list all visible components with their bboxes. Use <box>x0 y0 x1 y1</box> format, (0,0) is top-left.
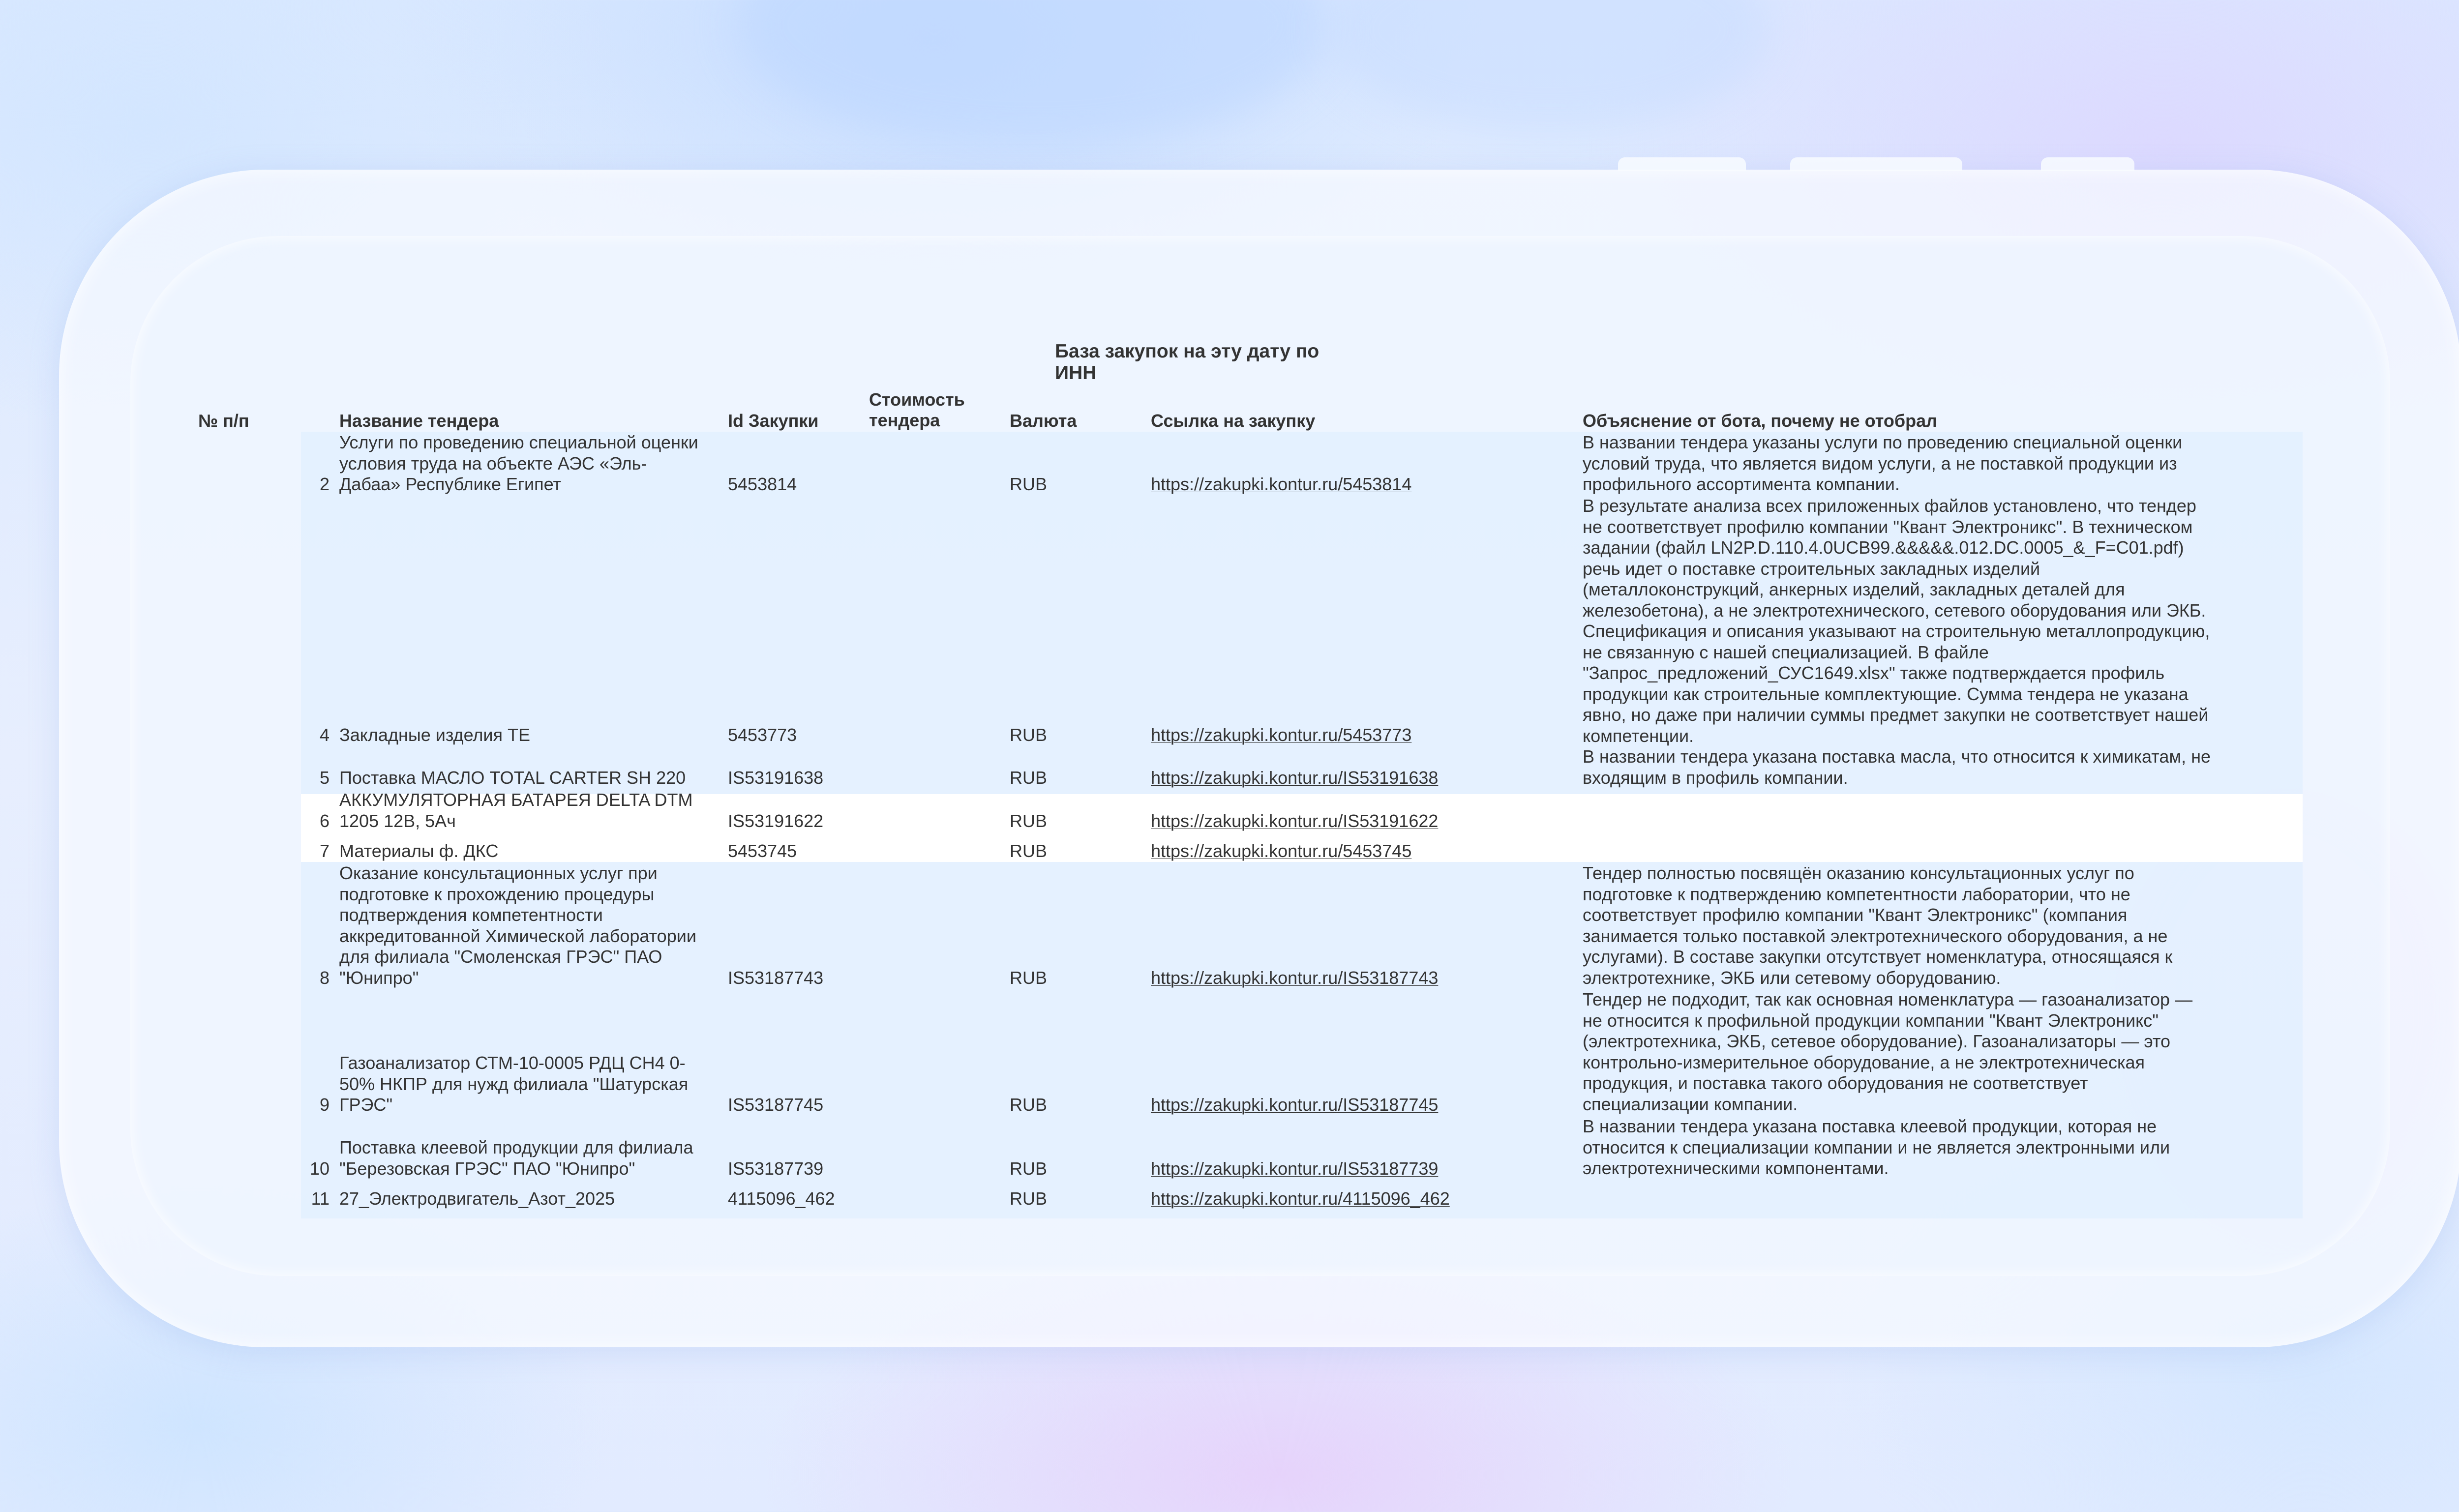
row-num: 9 <box>319 1095 330 1115</box>
tender-link[interactable]: https://zakupki.kontur.ru/4115096_462 <box>1151 1188 1450 1209</box>
row-num: 2 <box>319 474 330 494</box>
header-cost-line1: Стоимость <box>869 389 965 410</box>
tender-name: Поставка клеевой продукции для филиала "Березовская ГРЭС" ПАО "Юнипро" <box>339 1137 693 1179</box>
currency: RUB <box>1010 1158 1048 1179</box>
header-cost-line2: тендера <box>869 410 940 430</box>
currency: RUB <box>1010 968 1048 988</box>
row-num: 5 <box>319 768 330 788</box>
tender-id: IS53191622 <box>728 811 824 831</box>
currency: RUB <box>1010 1188 1048 1209</box>
tender-id: IS53187743 <box>728 968 824 988</box>
tender-link[interactable]: https://zakupki.kontur.ru/5453814 <box>1151 474 1412 494</box>
tender-name: Материалы ф. ДКС <box>339 841 499 861</box>
currency: RUB <box>1010 841 1048 861</box>
row-num: 10 <box>309 1158 330 1179</box>
header-num: № п/п <box>198 411 249 431</box>
tender-name: Закладные изделия ТЕ <box>339 725 531 745</box>
header-explanation: Объяснение от бота, почему не отобрал <box>1583 411 1938 431</box>
bot-explanation: В результате анализа всех приложенных файлов установлено, что тендер не соответствует профилю компании "Квант Электроникс". В техническом задании (файл LN2P.D.110.4.0UCB99.&&&&&.012.DC.0005_&_F=C01.pdf) речь идет о поставке строительных закладных изделий (металлоконструкций, анкерных изделий, закладных деталей для железобетона), а не электротехнического, сетевого оборудования или ЭКБ. Спецификация и описания указывают на строительную металлопродукцию, не связанную с нашей специализацией. В файле "Запрос_предложений_СУС1649.xlsx" также подтверждается профиль продукции как строительные комплектующие. Сумма тендера не указана явно, но даже при наличии суммы предмет закупки не соответствует нашей компетенции. <box>1583 496 2210 746</box>
header-link: Ссылка на закупку <box>1151 411 1316 431</box>
currency: RUB <box>1010 811 1048 831</box>
tender-name: Оказание консультационных услуг при подготовке к прохождению процедуры подтверждения компетентности аккредитованной Химической лаборатории для филиала "Смоленская ГРЭС" ПАО "Юнипро" <box>339 863 696 988</box>
page-title: База закупок на эту дату по ИНН <box>1055 341 1319 384</box>
tender-link[interactable]: https://zakupki.kontur.ru/5453745 <box>1151 841 1412 861</box>
bot-explanation: Тендер не подходит, так как основная номенклатура — газоанализатор — не относится к профильной продукции компании "Квант Электроникс" (электротехника, ЭКБ, сетевое оборудование). Газоанализаторы — это контрольно-измерительное оборудование, а не электротехническая продукция, и поставка такого оборудования не соответствует специализации компании. <box>1583 989 2193 1114</box>
bot-explanation: В названии тендера указана поставка масла, что относится к химикатам, не входящим в профиль компании. <box>1583 746 2211 788</box>
tender-name: 27_Электродвигатель_Азот_2025 <box>339 1188 615 1209</box>
tender-id: 5453745 <box>728 841 797 861</box>
tender-link[interactable]: https://zakupki.kontur.ru/IS53187745 <box>1151 1095 1439 1115</box>
tender-name: Газоанализатор СТМ-10-0005 РДЦ СН4 0- 50% НКПР для нужд филиала "Шатурская ГРЭС" <box>339 1053 689 1115</box>
tender-name: АККУМУЛЯТОРНАЯ БАТАРЕЯ DELTA DTM 1205 12В, 5Ач <box>339 790 693 831</box>
tender-id: 4115096_462 <box>728 1188 835 1209</box>
tender-link[interactable]: https://zakupki.kontur.ru/5453773 <box>1151 725 1412 745</box>
row-num: 8 <box>319 968 330 988</box>
currency: RUB <box>1010 1095 1048 1115</box>
tender-id: 5453814 <box>728 474 797 494</box>
row-num: 7 <box>319 841 330 861</box>
tender-link[interactable]: https://zakupki.kontur.ru/IS53187743 <box>1151 968 1439 988</box>
tender-link[interactable]: https://zakupki.kontur.ru/IS53191622 <box>1151 811 1439 831</box>
row-num: 6 <box>319 811 330 831</box>
header-currency: Валюта <box>1010 411 1077 431</box>
bot-explanation: В названии тендера указана поставка клеевой продукции, которая не относится к специализации компании и не является электронными или электротехническими компонентами. <box>1583 1116 2170 1178</box>
currency: RUB <box>1010 474 1048 494</box>
header-tender-name: Название тендера <box>339 411 499 431</box>
header-id: Id Закупки <box>728 411 819 431</box>
tender-id: IS53187745 <box>728 1095 824 1115</box>
tender-link[interactable]: https://zakupki.kontur.ru/IS53191638 <box>1151 768 1439 788</box>
tender-link[interactable]: https://zakupki.kontur.ru/IS53187739 <box>1151 1158 1439 1179</box>
bot-explanation: Тендер полностью посвящён оказанию консультационных услуг по подготовке к подтверждению компетентности лаборатории, что не соответствует профилю компании "Квант Электроникс" (компания занимается только поставкой электротехнического оборудования, а не услугами). В составе закупки отсутствует номенклатура, относящаяся к электротехнике, ЭКБ или сетевому оборудованию. <box>1583 863 2173 988</box>
tender-name: Услуги по проведению специальной оценки условия труда на объекте АЭС «Эль- Дабаа» Республике Египет <box>339 432 698 494</box>
currency: RUB <box>1010 725 1048 745</box>
bot-explanation: В названии тендера указаны услуги по проведению специальной оценки условий труда, что является видом услуги, а не поставкой продукции из профильного ассортимента компании. <box>1583 432 2183 494</box>
currency: RUB <box>1010 768 1048 788</box>
row-num: 11 <box>311 1188 330 1209</box>
header-cost <box>869 389 965 431</box>
row-num: 4 <box>319 725 330 745</box>
tender-id: IS53187739 <box>728 1158 824 1179</box>
tender-id: 5453773 <box>728 725 797 745</box>
tender-name: Поставка МАСЛО TOTAL CARTER SH 220 <box>339 768 686 788</box>
tender-id: IS53191638 <box>728 768 824 788</box>
